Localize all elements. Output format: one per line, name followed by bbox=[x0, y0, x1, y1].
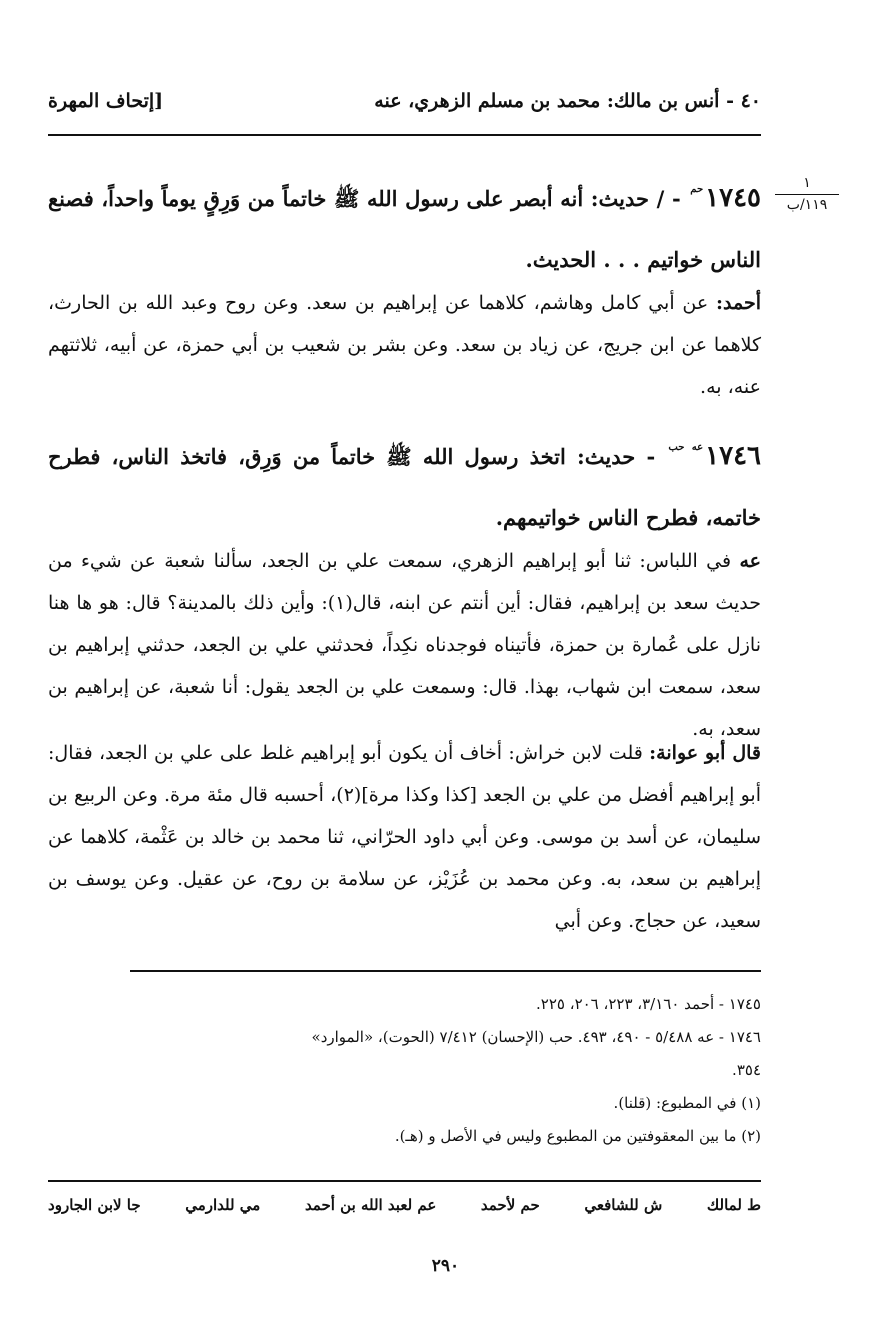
footnotes bbox=[48, 988, 761, 1153]
hadith-text: - / حديث: أنه أبصر على رسول الله ﷺ خاتماً من وَرِقٍ يوماً واحداً، فصنع الناس خواتيم . . . الحديث. bbox=[48, 186, 761, 272]
legend-item: جا لابن الجارود bbox=[48, 1196, 141, 1214]
hadith-1746 bbox=[48, 428, 761, 546]
chapter-title: ٤٠ - أنس بن مالك: محمد بن مسلم الزهري، عنه bbox=[374, 90, 761, 112]
footnote-line: ٣٥٤. bbox=[732, 1061, 761, 1079]
legend-item: حم لأحمد bbox=[480, 1196, 540, 1214]
running-header bbox=[48, 90, 761, 112]
legend-divider bbox=[48, 1180, 761, 1182]
legend-item: مي للدارمي bbox=[185, 1196, 261, 1214]
legend-item: عم لعبد الله بن أحمد bbox=[304, 1196, 437, 1214]
source-keyword: أحمد: bbox=[716, 292, 761, 314]
footnote-line: (١) في المطبوع: (قلنا). bbox=[613, 1094, 761, 1112]
footnote-line: (٢) ما بين المعقوفتين من المطبوع وليس في الأصل و (هـ). bbox=[394, 1127, 761, 1145]
abbreviation-legend bbox=[48, 1196, 761, 1214]
source-mark: عه حب bbox=[668, 442, 704, 453]
source-keyword: عه bbox=[739, 550, 761, 572]
isnad-text: عن أبي كامل وهاشم، كلاهما عن إبراهيم بن سعد. وعن روح وعبد الله بن الحارث، كلاهما عن ابن جريج، عن زياد بن سعد. وعن بشر بن شعيب بن أبي حمزة، عن أبيه، ثلاثتهم عنه، به. bbox=[48, 292, 761, 398]
book-title: [إتحاف المهرة bbox=[48, 90, 164, 112]
footnote-line: ١٧٤٥ - أحمد ٣/١٦٠، ٢٢٣، ٢٠٦، ٢٢٥. bbox=[536, 995, 761, 1013]
source-keyword: قال أبو عوانة: bbox=[649, 742, 761, 764]
source-mark: حم bbox=[690, 184, 704, 195]
isnad-text: في اللباس: ثنا أبو إبراهيم الزهري، سمعت علي بن الجعد، سألنا شعبة عن شيء من حديث سعد بن إبراهيم، فقال: أين أنتم عن ابنه، قال(١): وأين ذلك بالمدينة؟ قال: هو ها هنا نازل على عُمارة بن حمزة، فأتيناه فوجدناه نكِداً، فحدثني علي بن الجعد، حدثني إبراهيم بن سعد، سمعت ابن شهاب، بهذا. قال: وسمعت علي بن الجعد يقول: أنا شعبة، عن إبراهيم بن سعد، به. bbox=[48, 550, 761, 740]
hadith-text: - حديث: اتخذ رسول الله ﷺ خاتماً من وَرِق، فاتخذ الناس، فطرح خاتمه، فطرح الناس خواتيمهم. bbox=[48, 444, 761, 530]
legend-item: ش للشافعي bbox=[584, 1196, 663, 1214]
manuscript-folio-note bbox=[775, 175, 839, 214]
isnad-ahmad bbox=[48, 282, 761, 408]
legend-item: ط لمالك bbox=[706, 1196, 761, 1214]
footnote-divider bbox=[130, 970, 761, 972]
isnad-abu-awana-book bbox=[48, 540, 761, 750]
header-divider bbox=[48, 134, 761, 136]
hadith-1745 bbox=[48, 170, 761, 288]
hadith-number: ١٧٤٦ bbox=[705, 441, 761, 471]
isnad-abu-awana-comment bbox=[48, 732, 761, 942]
isnad-text: قلت لابن خراش: أخاف أن يكون أبو إبراهيم غلط على علي بن الجعد، فقال: أبو إبراهيم أفضل من علي بن الجعد [كذا وكذا مرة](٢)، أحسبه قال مئة مرة. وعن الربيع بن سليمان، عن أسد بن موسى. وعن أبي داود الحرّاني، ثنا محمد بن خالد بن عَثْمة، كلاهما عن إبراهيم بن سعد، به. وعن محمد بن عُزَيْز، عن سلامة بن روح، عن عقيل. وعن يوسف بن سعيد، عن حجاج. وعن أبي bbox=[48, 742, 761, 932]
folio-note-bottom: ١١٩/ب bbox=[786, 197, 828, 213]
page-number: ٢٩٠ bbox=[431, 1256, 460, 1276]
folio-note-top: ١ bbox=[775, 175, 839, 195]
hadith-number: ١٧٤٥ bbox=[705, 183, 761, 213]
footnote-line: ١٧٤٦ - عه ٥/٤٨٨ - ٤٩٠، ٤٩٣. حب (الإحسان) ٧/٤١٢ (الحوت)، «الموارد» bbox=[311, 1028, 761, 1046]
